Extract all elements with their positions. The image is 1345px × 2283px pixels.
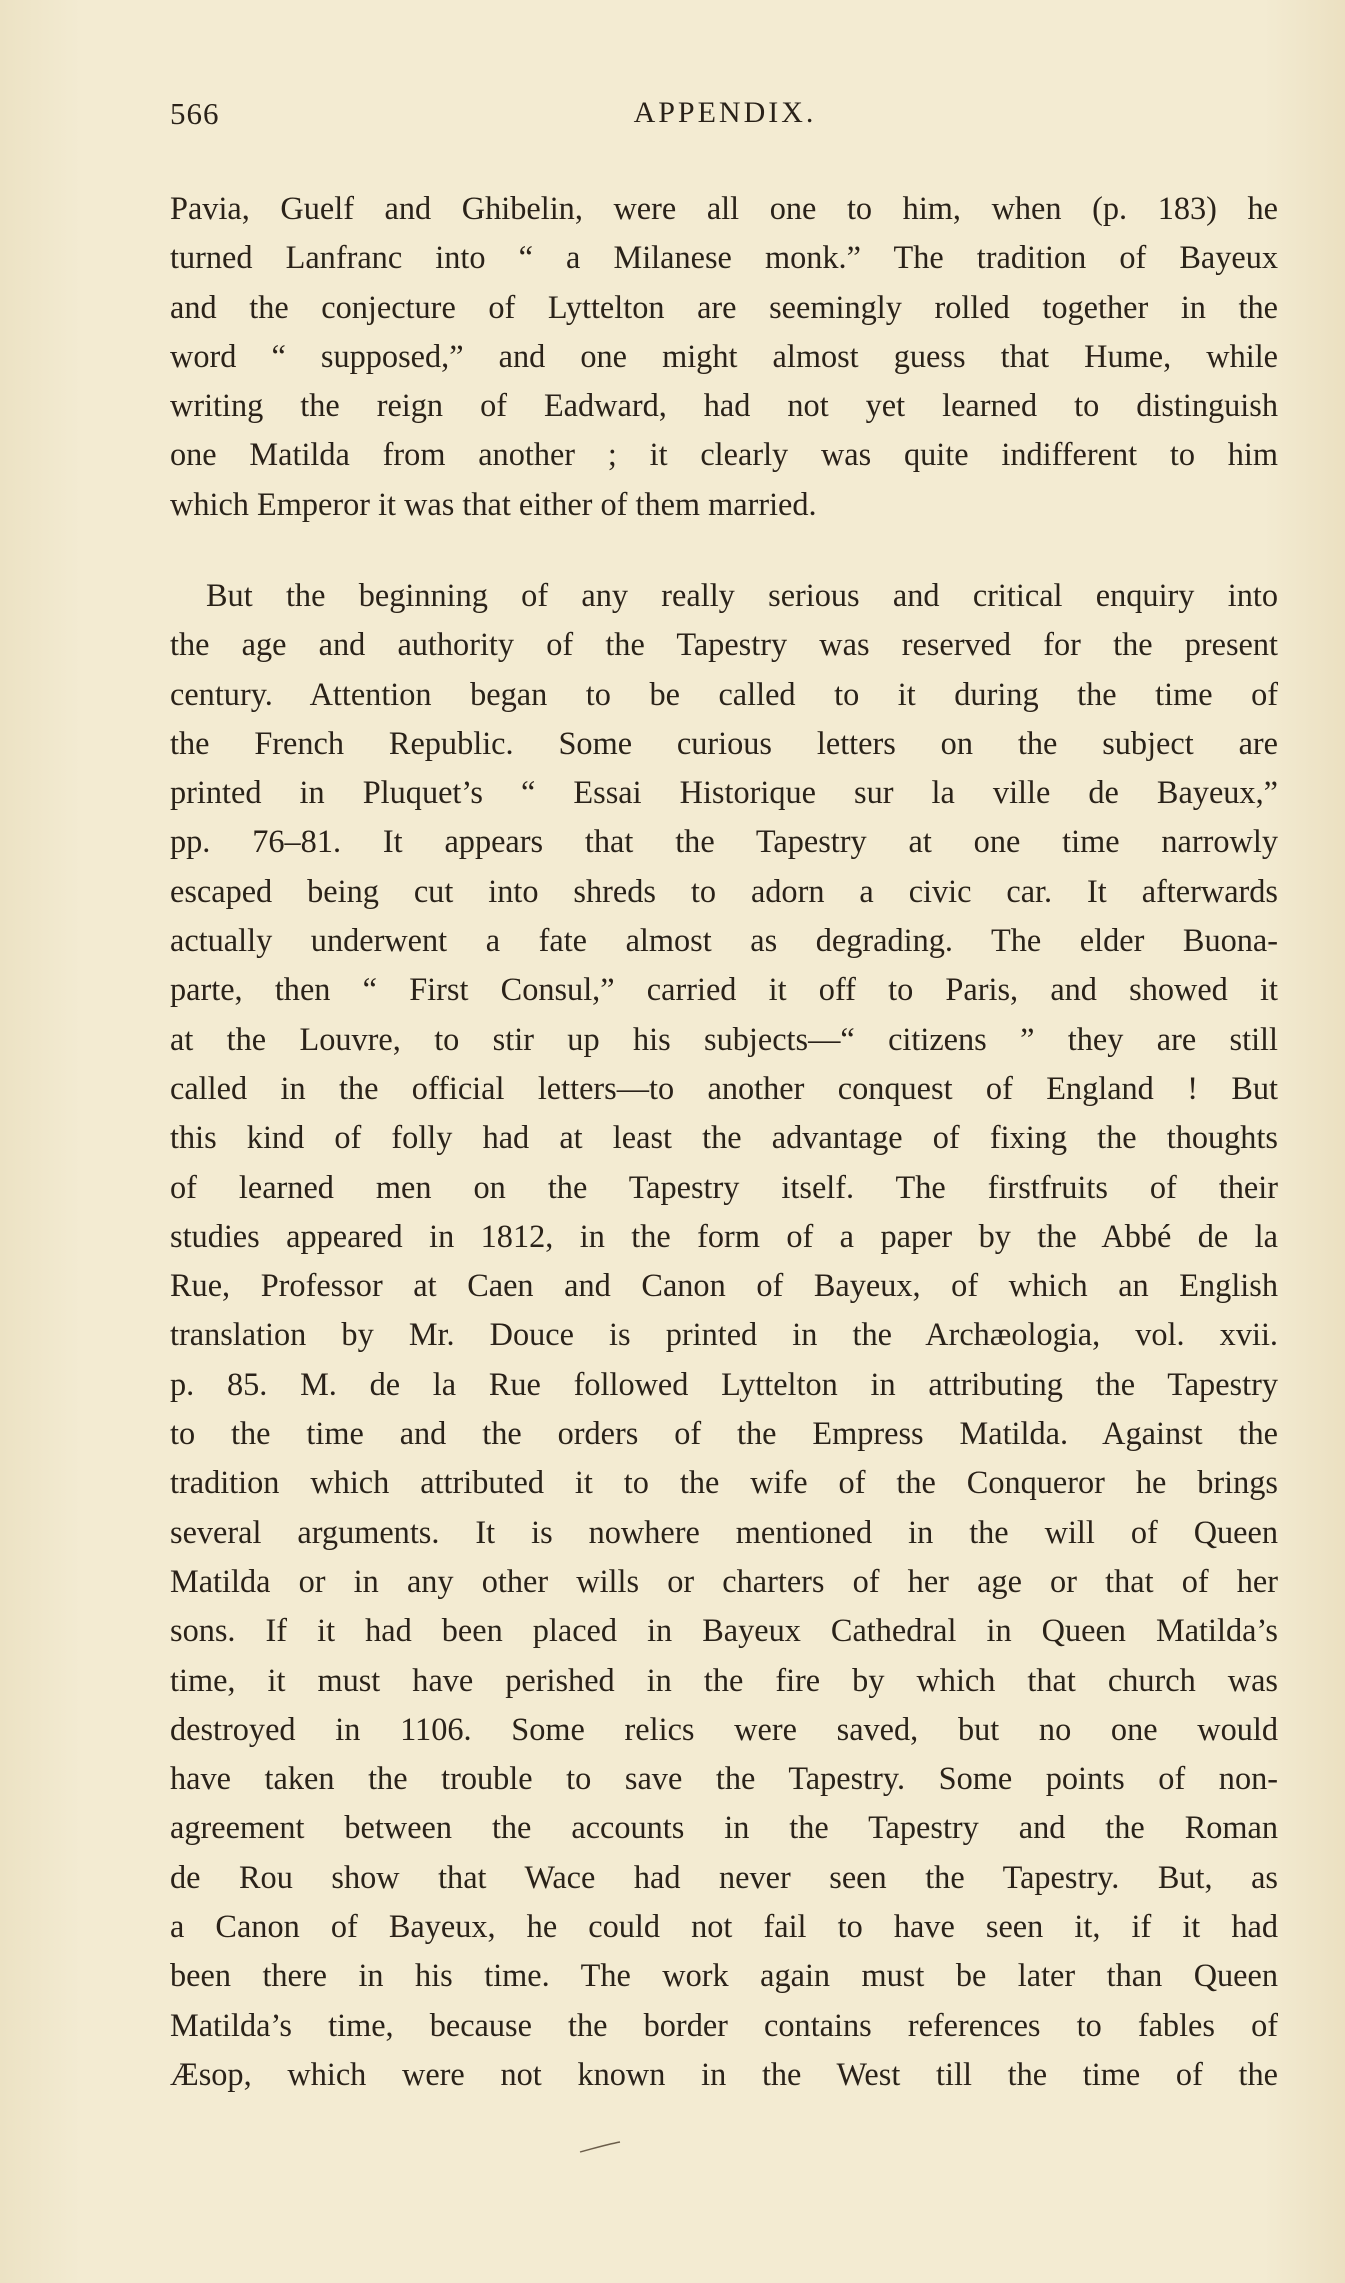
text-line: called in the official letters—to another conquest of England ! But — [170, 1069, 1278, 1106]
text-line: translation by Mr. Douce is printed in the Archæologia, vol. xvii. — [170, 1316, 1278, 1353]
text-line: a Canon of Bayeux, he could not fail to have seen it, if it had — [170, 1908, 1278, 1945]
text-line: writing the reign of Eadward, had not yet learned to distinguish — [170, 387, 1278, 424]
text-line: actually underwent a fate almost as degrading. The elder Buona- — [170, 922, 1278, 959]
text-line: been there in his time. The work again must be later than Queen — [170, 1957, 1278, 1994]
text-line: to the time and the orders of the Empress Matilda. Against the — [170, 1415, 1278, 1452]
text-line: p. 85. M. de la Rue followed Lyttelton in attributing the Tapestry — [170, 1365, 1278, 1402]
text-line: at the Louvre, to stir up his subjects—“ citizens ” they are still — [170, 1020, 1278, 1057]
text-line: this kind of folly had at least the advantage of fixing the thoughts — [170, 1119, 1278, 1156]
text-line: Æsop, which were not known in the West till the time of the — [170, 2055, 1278, 2092]
text-line: and the conjecture of Lyttelton are seemingly rolled together in the — [170, 288, 1278, 325]
text-line: agreement between the accounts in the Tapestry and the Roman — [170, 1809, 1278, 1846]
text-line: tradition which attributed it to the wife of the Conqueror he brings — [170, 1464, 1278, 1501]
paragraph-2 — [170, 571, 1278, 2099]
running-head-title: APPENDIX. — [633, 96, 817, 129]
text-line: Matilda or in any other wills or charters of her age or that of her — [170, 1562, 1278, 1599]
text-line: which Emperor it was that either of them married. — [170, 485, 817, 522]
text-line: word “ supposed,” and one might almost guess that Hume, while — [170, 337, 1278, 374]
text-line: the French Republic. Some curious letters on the subject are — [170, 724, 1278, 761]
text-line: several arguments. It is nowhere mentioned in the will of Queen — [170, 1513, 1278, 1550]
text-line: century. Attention began to be called to it during the time of — [170, 675, 1278, 712]
text-line: one Matilda from another ; it clearly was quite indifferent to him — [170, 436, 1278, 473]
paragraph-1 — [170, 184, 1278, 529]
text-line: pp. 76–81. It appears that the Tapestry at one time narrowly — [170, 823, 1278, 860]
text-line: de Rou show that Wace had never seen the Tapestry. But, as — [170, 1858, 1278, 1895]
text-line: have taken the trouble to save the Tapestry. Some points of non- — [170, 1760, 1278, 1797]
text-line: sons. If it had been placed in Bayeux Cathedral in Queen Matilda’s — [170, 1612, 1278, 1649]
text-line: of learned men on the Tapestry itself. The firstfruits of their — [170, 1168, 1278, 1205]
text-line: turned Lanfranc into “ a Milanese monk.” The tradition of Bayeux — [170, 239, 1278, 276]
text-line: parte, then “ First Consul,” carried it off to Paris, and showed it — [170, 971, 1278, 1008]
text-line: time, it must have perished in the fire by which that church was — [170, 1661, 1278, 1698]
text-line: printed in Pluquet’s “ Essai Historique sur la ville de Bayeux,” — [170, 774, 1278, 811]
page-number: 566 — [170, 96, 220, 131]
text-line: But the beginning of any really serious and critical enquiry into — [206, 577, 1278, 613]
text-line: Pavia, Guelf and Ghibelin, were all one to him, when (p. 183) he — [170, 190, 1278, 226]
printer-mark — [578, 2140, 622, 2154]
text-line: escaped being cut into shreds to adorn a civic car. It afterwards — [170, 872, 1278, 909]
text-line: Matilda’s time, because the border contains references to fables of — [170, 2006, 1278, 2043]
text-line: studies appeared in 1812, in the form of a paper by the Abbé de la — [170, 1217, 1278, 1254]
running-head — [170, 96, 1280, 146]
text-line: Rue, Professor at Caen and Canon of Bayeux, of which an English — [170, 1267, 1278, 1304]
text-line: the age and authority of the Tapestry was reserved for the present — [170, 626, 1278, 663]
text-line: destroyed in 1106. Some relics were saved, but no one would — [170, 1710, 1278, 1747]
